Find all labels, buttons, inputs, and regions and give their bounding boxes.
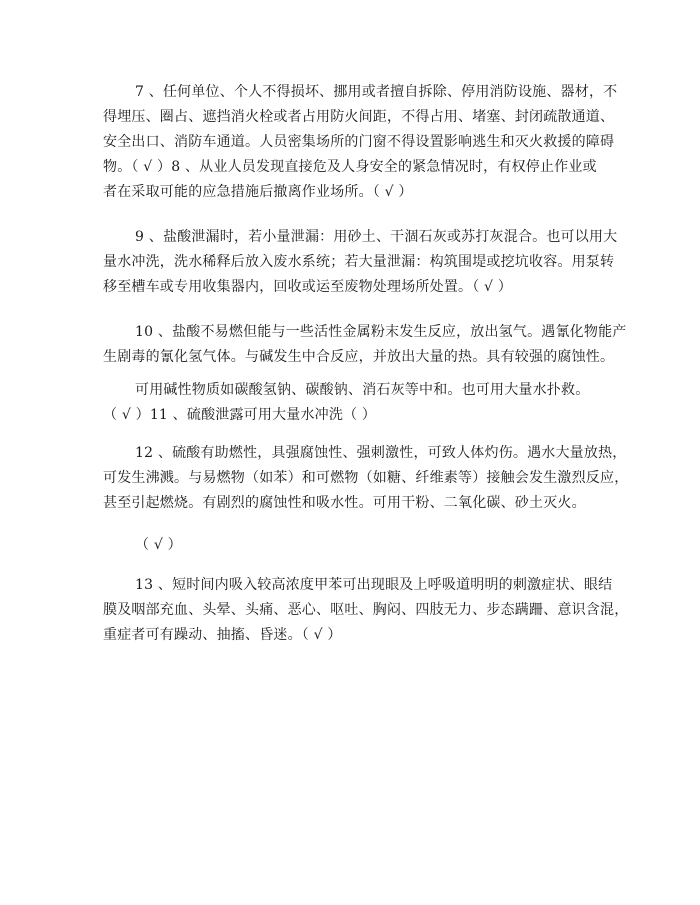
text-line: 12 、硫酸有助燃性，具强腐蚀性、强刺激性，可致人体灼伤。遇水大量放热， [135, 445, 627, 461]
text-line: 可发生沸溅。与易燃物（如苯）和可燃物（如糖、纤维素等）接触会发生激烈反应， [103, 470, 629, 486]
text-line: 13 、短时间内吸入较高浓度甲苯可出现眼及上呼吸道明明的刺激症状、眼结 [135, 577, 613, 593]
text-line: 得埋压、圈占、遮挡消火栓或者占用防火间距，不得占用、堵塞、封闭疏散通道、 [103, 109, 615, 125]
text-line: 量水冲洗，洗水稀释后放入废水系统；若大量泄漏：构筑围堤或挖坑收容。用泵转 [103, 254, 615, 270]
text-line: 者在采取可能的应急措施后撤离作业场所。（ √ ） [103, 184, 413, 200]
text-line: 7 、任何单位、个人不得损坏、挪用或者擅自拆除、停用消防设施、器材，不 [135, 84, 618, 100]
text-line: 物。（ √ ）8 、从业人员发现直接危及人身安全的紧急情况时，有权停止作业或 [103, 159, 597, 175]
text-line: （ √ ）11 、硫酸泄露可用大量水冲洗（ ） [103, 407, 377, 423]
text-line: （ √ ） [135, 537, 182, 553]
text-line: 重症者可有躁动、抽搐、昏迷。（ √ ） [103, 627, 342, 643]
text-line: 10 、盐酸不易燃但能与一些活性金属粉末发生反应，放出氢气。遇氰化物能产 [135, 324, 627, 340]
text-line: 甚至引起燃烧。有剧烈的腐蚀性和吸水性。可用干粉、二氧化碳、砂土灭火。 [103, 495, 586, 511]
text-line: 膜及咽部充血、头晕、头痛、恶心、呕吐、胸闷、四肢无力、步态蹒跚、意识含混， [103, 602, 629, 618]
text-line: 移至槽车或专用收集器内，回收或运至废物处理场所处置。（ √ ） [103, 279, 513, 295]
text-line: 生剧毒的氰化氢气体。与碱发生中合反应，并放出大量的热。具有较强的腐蚀性。 [103, 349, 615, 365]
text-line: 可用碱性物质如碳酸氢钠、碳酸钠、消石灰等中和。也可用大量水扑救。 [135, 382, 590, 398]
text-line: 9 、盐酸泄漏时，若小量泄漏：用砂土、干涸石灰或苏打灰混合。也可以用大 [135, 229, 618, 245]
text-line: 安全出口、消防车通道。人员密集场所的门窗不得设置影响逃生和灭火救援的障碍 [103, 134, 615, 150]
